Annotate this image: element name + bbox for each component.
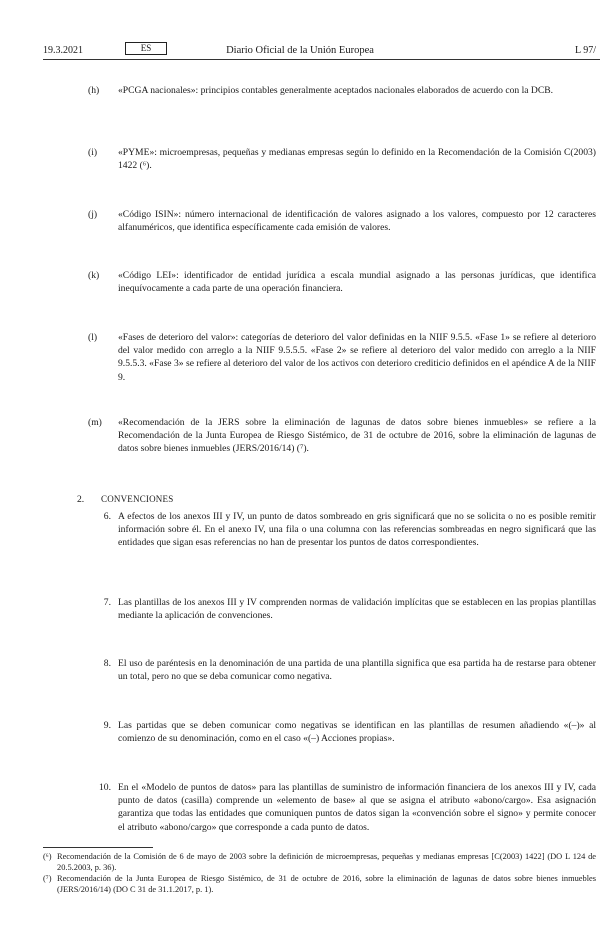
definition-item [88, 208, 596, 234]
footnote-number: (⁷) [43, 874, 52, 883]
definition-text: «PYME»: microempresas, pequeñas y medianas empresas según lo definido en la Recomendación de la Comisión C(2003) 1422 (⁶). [118, 147, 596, 172]
page-header [0, 40, 600, 60]
publication-date: 19.3.2021 [43, 45, 83, 56]
page-number: L 97/ [575, 45, 597, 56]
paragraph-text: A efectos de los anexos III y IV, un punto de datos sombreado en gris significará que no se solicita o no es posible remitir información sobre él. En el anexo IV, una fila o una columna con las referencias sombreadas en negro significará que las entidades que sigan esas referencias no han de presentar los puntos de datos correspondientes. [118, 511, 596, 549]
definition-item [88, 84, 596, 97]
paragraph-text: Las plantillas de los anexos III y IV comprenden normas de validación implícitas que se establecen en las propias plantillas mediante la aplicación de convenciones. [118, 597, 596, 622]
numbered-paragraph [103, 657, 596, 683]
footnote [43, 874, 596, 896]
definition-text: «Código ISIN»: número internacional de identificación de valores asignado a los valores, compuesto por 12 caracteres alfanuméricos, que identifica específicamente cada emisión de valores. [118, 209, 596, 234]
paragraph-number: 8. [103, 658, 111, 669]
definition-label: (l) [88, 332, 98, 343]
definition-text: «PCGA nacionales»: principios contables generalmente aceptados nacionales elaborados de acuerdo con la DCB. [118, 85, 554, 96]
paragraph-number: 6. [103, 511, 111, 522]
footnote [43, 852, 596, 874]
paragraph-text: Las partidas que se deben comunicar como negativas se identifican en las plantillas de resumen añadiendo «(–)» al comienzo de su denominación, como en el caso «(–) Acciones propias». [118, 720, 596, 745]
numbered-paragraph [103, 510, 596, 550]
numbered-paragraph [103, 719, 596, 745]
definition-text: «Fases de deterioro del valor»: categorías de deterioro del valor definidas en la NIIF 9.5.5. «Fase 1» se refiere al deterioro del valor medido con arreglo a la NIIF 9.5.5.5. «Fase 2» se refiere al deterioro del valor medido con arreglo a la NIIF 9.5.5.3. «Fase 3» se refiere al deterioro del valor de los activos con deterioro crediticio definidos en el apéndice A de la NIIF 9. [118, 332, 596, 383]
definition-item [88, 331, 596, 384]
definition-label: (j) [88, 209, 98, 220]
footnote-number: (⁶) [43, 852, 52, 861]
paragraph-number: 9. [103, 720, 111, 731]
definition-label: (i) [88, 147, 98, 158]
footnote-divider [43, 847, 153, 848]
journal-title: Diario Oficial de la Unión Europea [226, 45, 374, 56]
paragraph-text: En el «Modelo de puntos de datos» para las plantillas de suministro de información financiera de los anexos III y IV, cada punto de datos (casilla) comprende un «elemento de base» al que se asigna el atributo «abono/cargo». Esa asignación garantiza que todas las entidades que comuniquen puntos de datos sigan la «convención sobre el signo» y permite conocer el atributo «abono/cargo» que corresponde a cada punto de datos. [118, 782, 596, 833]
section-title: CONVENCIONES [101, 494, 174, 504]
definition-label: (k) [88, 270, 100, 281]
definition-label: (m) [88, 417, 102, 428]
language-badge: ES [125, 42, 167, 55]
section-number: 2. [77, 494, 85, 505]
definition-text: «Código LEI»: identificador de entidad jurídica a escala mundial asignado a las personas jurídicas, que identifica inequívocamente a cada parte de una operación financiera. [118, 270, 596, 295]
definition-item [88, 269, 596, 295]
definition-item [88, 416, 596, 456]
numbered-paragraph [99, 781, 596, 834]
definition-text: «Recomendación de la JERS sobre la eliminación de lagunas de datos sobre bienes inmuebles» se refiere a la Recomendación de la Junta Europea de Riesgo Sistémico, de 31 de octubre de 2016, sobre la eliminación de lagunas de datos sobre bienes inmuebles (JERS/2016/14) (⁷). [118, 417, 596, 455]
footnote-text: Recomendación de la Comisión de 6 de mayo de 2003 sobre la definición de microempresas, pequeñas y medianas empresas [C(2003) 1422] (DO L 124 de 20.5.2003, p. 36). [57, 852, 596, 872]
definition-item [88, 146, 596, 172]
header-divider [43, 59, 600, 60]
footnote-text: Recomendación de la Junta Europea de Riesgo Sistémico, de 31 de octubre de 2016, sobre la eliminación de lagunas de datos sobre bienes inmuebles (JERS/2016/14) (DO C 31 de 31.1.2017, p. 1). [57, 874, 596, 894]
paragraph-text: El uso de paréntesis en la denominación de una partida de una plantilla significa que esa partida ha de restarse para obtener un total, pero no que se deba comunicar como negativa. [118, 658, 596, 683]
paragraph-number: 7. [103, 597, 111, 608]
definition-label: (h) [88, 85, 100, 96]
numbered-paragraph [103, 596, 596, 622]
paragraph-number: 10. [99, 782, 111, 793]
